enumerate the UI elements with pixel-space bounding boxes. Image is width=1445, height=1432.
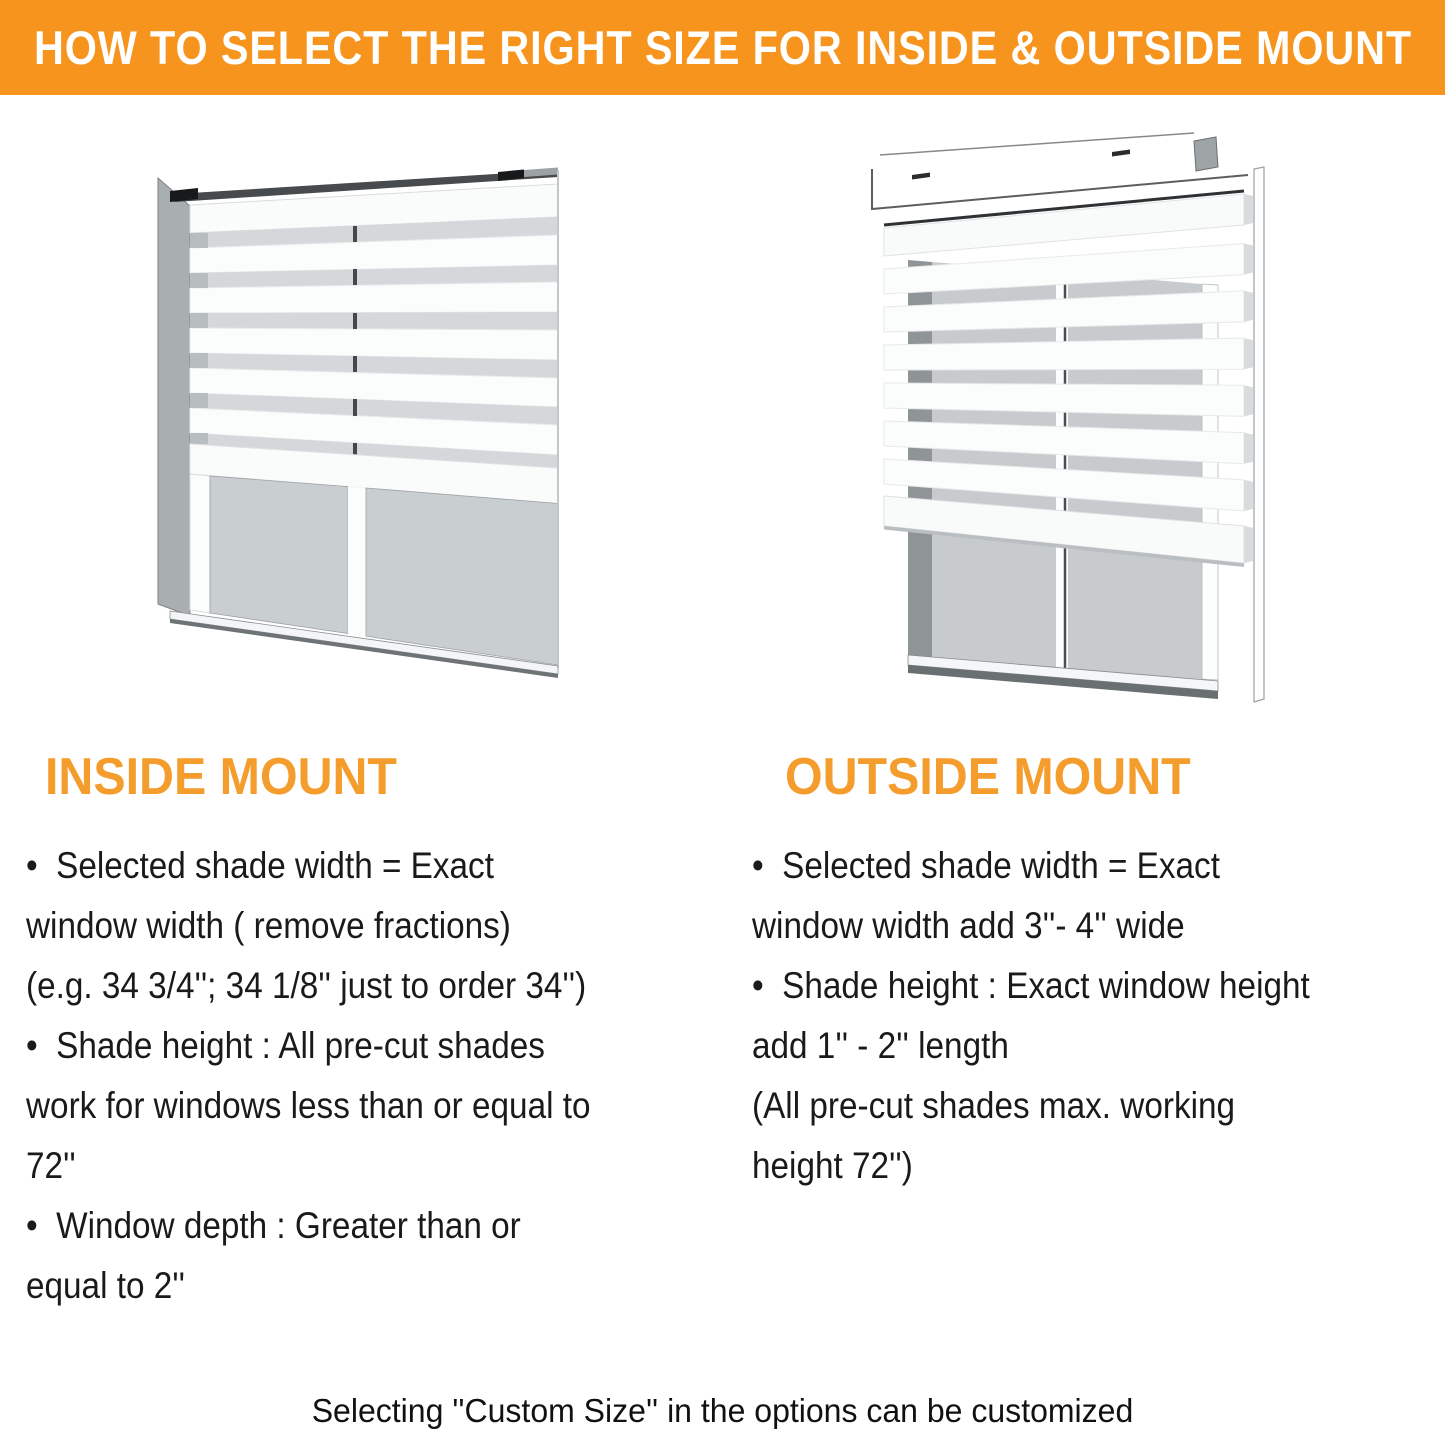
instruction-line: window width ( remove fractions): [26, 905, 511, 946]
window-frame: [158, 178, 190, 616]
instruction-line: • Shade height : Exact window height: [752, 965, 1310, 1006]
screw-mark-icon: [912, 173, 930, 180]
instruction-line: 72'': [26, 1145, 76, 1186]
instruction-line: (e.g. 34 3/4''; 34 1/8'' just to order 34''): [26, 965, 587, 1006]
inside-mount-illustration: [150, 158, 568, 693]
side-trim: [1254, 167, 1264, 702]
mounting-board: [872, 133, 1248, 209]
instruction-line: • Selected shade width = Exact: [26, 845, 494, 886]
instruction-line: window width add 3''- 4'' wide: [752, 905, 1185, 946]
instruction-line: equal to 2'': [26, 1265, 185, 1306]
bracket-block: [1194, 137, 1218, 171]
instruction-line: (All pre-cut shades max. working: [752, 1085, 1236, 1126]
custom-size-note: Selecting ''Custom Size'' in the options can be customized: [311, 1392, 1134, 1429]
instruction-line: work for windows less than or equal to: [26, 1085, 591, 1126]
instruction-line: height 72''): [752, 1145, 913, 1186]
outside-mount-heading: OUTSIDE MOUNT: [785, 748, 1191, 806]
instruction-line: • Window depth : Greater than or: [26, 1205, 521, 1246]
screw-mark-icon: [1112, 150, 1130, 157]
outside-mount-illustration: [860, 125, 1272, 725]
instruction-line: add 1'' - 2'' length: [752, 1025, 1009, 1066]
instruction-line: • Selected shade width = Exact: [752, 845, 1220, 886]
outside-mount-instructions: [752, 836, 1310, 1196]
inside-mount-instructions: [26, 836, 591, 1316]
zebra-shade: [190, 184, 558, 468]
banner-title: HOW TO SELECT THE RIGHT SIZE FOR INSIDE & OUTSIDE MOUNT: [33, 21, 1412, 74]
instruction-line: • Shade height : All pre-cut shades: [26, 1025, 545, 1066]
inside-mount-heading: INSIDE MOUNT: [45, 748, 397, 806]
header-banner: [0, 0, 1445, 95]
